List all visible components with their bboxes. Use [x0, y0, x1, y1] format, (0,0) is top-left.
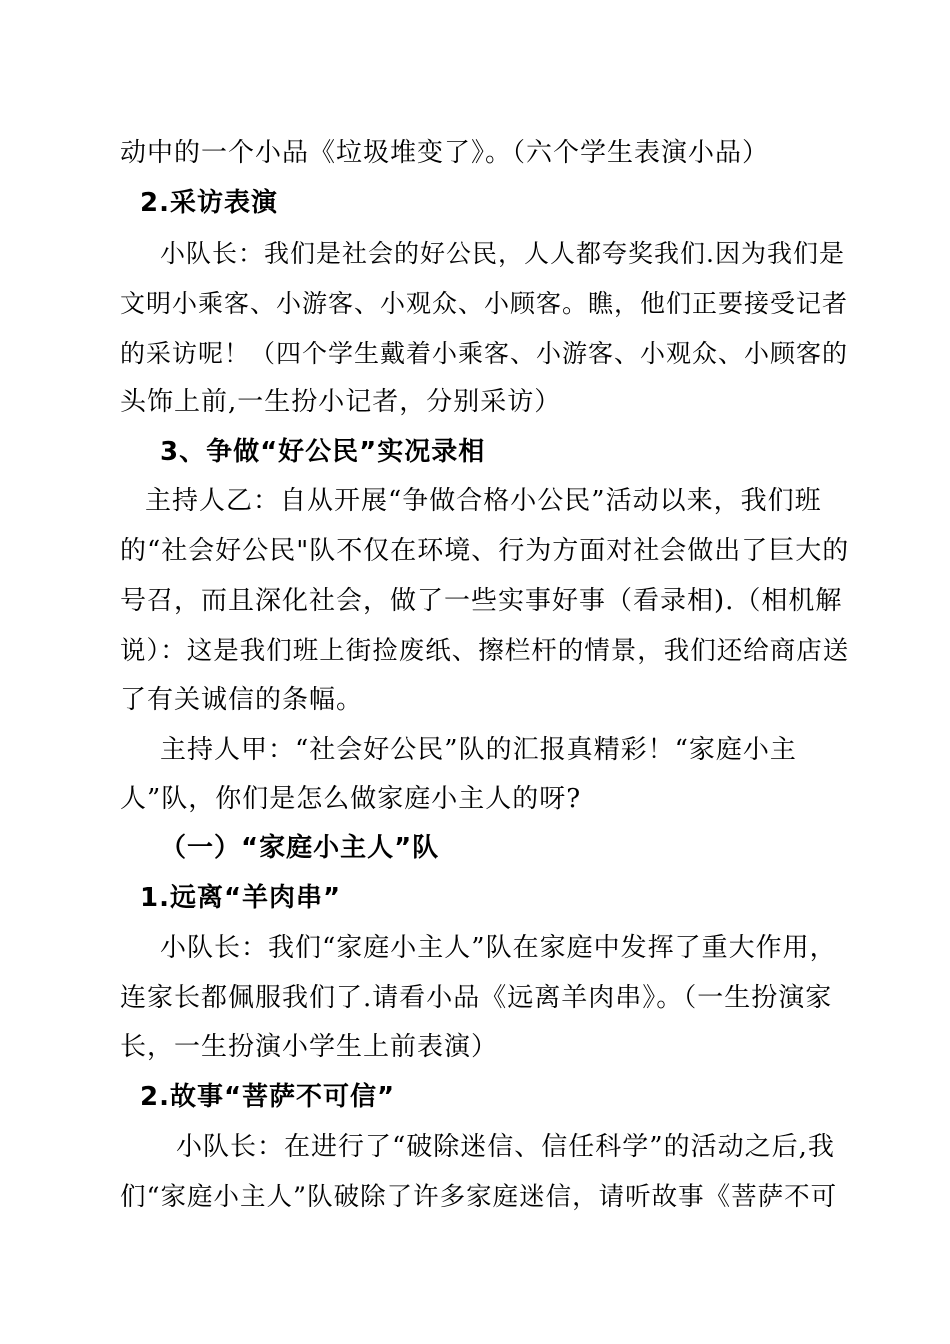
section-heading: 2.故事“菩萨不可信”	[140, 1082, 396, 1112]
paragraph-line: 们“家庭小主人”队破除了许多家庭迷信，请听故事《菩萨不可	[120, 1182, 838, 1212]
section-heading: 2.采访表演	[140, 188, 278, 218]
paragraph-line: 连家长都佩服我们了.请看小品《远离羊肉串》。（一生扮演家	[120, 983, 833, 1013]
paragraph-line: 主持人乙：自从开展“争做合格小公民”活动以来，我们班	[145, 486, 822, 516]
paragraph-line: 的采访呢！（四个学生戴着小乘客、小游客、小观众、小顾客的	[120, 339, 849, 368]
paragraph-line: 的“社会好公民"队不仅在环境、行为方面对社会做出了巨大的	[120, 536, 850, 566]
paragraph-line: 动中的一个小品《垃圾堆变了》。（六个学生表演小品）	[120, 138, 770, 168]
paragraph-line: 小队长：我们是社会的好公民，人人都夸奖我们.因为我们是	[160, 239, 845, 268]
section-heading: 1.远离“羊肉串”	[140, 883, 342, 913]
paragraph-line: 号召，而且深化社会，做了一些实事好事（看录相).（相机解	[120, 586, 843, 616]
paragraph-line: 小队长：在进行了“破除迷信、信任科学”的活动之后,我	[176, 1132, 835, 1162]
paragraph-line: 人”队，你们是怎么做家庭小主人的呀?	[120, 784, 582, 814]
section-heading: （一）“家庭小主人”队	[160, 833, 440, 863]
paragraph-line: 头饰上前,一生扮小记者，分别采访）	[120, 387, 562, 417]
paragraph-line: 长，一生扮演小学生上前表演）	[120, 1032, 499, 1062]
paragraph-line: 主持人甲：“社会好公民”队的汇报真精彩！“家庭小主	[160, 735, 797, 765]
paragraph-line: 文明小乘客、小游客、小观众、小顾客。瞧，他们正要接受记者	[120, 289, 849, 318]
section-heading: 3、争做“好公民”实况录相	[160, 437, 486, 467]
paragraph-line: 小队长：我们“家庭小主人”队在家庭中发挥了重大作用，	[160, 933, 837, 963]
paragraph-line: 了有关诚信的条幅。	[120, 685, 364, 715]
paragraph-line: 说）：这是我们班上街捡废纸、擦栏杆的情景，我们还给商店送	[120, 636, 850, 666]
